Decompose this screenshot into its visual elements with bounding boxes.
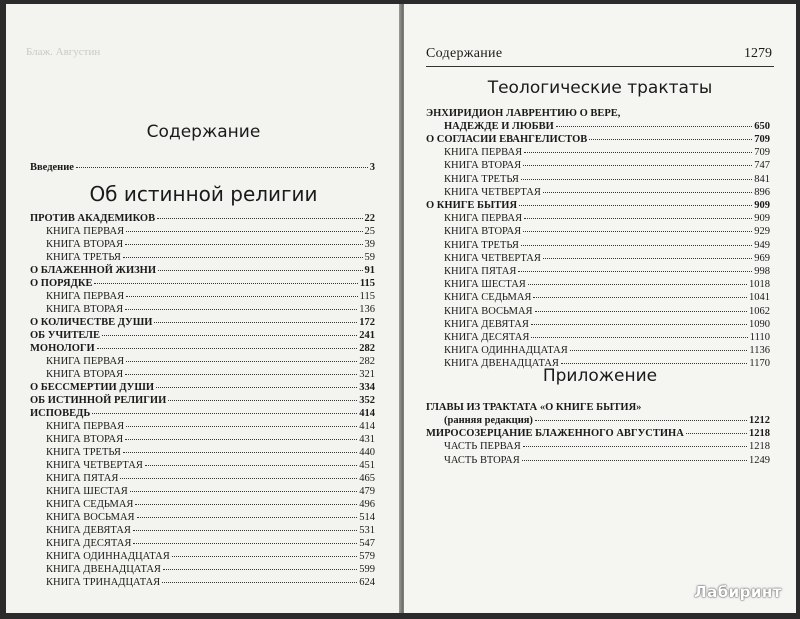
page-number: 1279 [744,46,772,61]
enchiridion-title-line1: ЭНХИРИДИОН ЛАВРЕНТИЮ О ВЕРЕ, [426,108,621,119]
toc-entry-page: 136 [359,304,375,315]
toc-entry-page: 465 [359,473,375,484]
toc-entry[interactable] [444,213,770,225]
dot-leader [120,478,357,479]
toc-entry-title: КНИГА ЧЕТВЕРТАЯ [444,252,541,264]
toc-entry[interactable] [30,382,375,394]
toc-entry-page: 1090 [749,318,770,330]
toc-entry-appendix[interactable] [426,428,770,440]
dot-leader [154,322,357,323]
toc-entry[interactable] [444,266,770,278]
toc-entry-title: КНИГА ТРЕТЬЯ [444,173,519,185]
toc-entry[interactable] [30,408,375,420]
toc-entry-page: 321 [359,369,375,380]
toc-entry-title: НАДЕЖДЕ И ЛЮБВИ [444,121,554,132]
toc-entry[interactable] [46,369,375,381]
toc-entry-appendix[interactable] [444,441,770,453]
toc-entry-page: 1170 [749,358,770,370]
toc-entry[interactable] [30,330,375,342]
appendix-title-line1: ГЛАВЫ ИЗ ТРАКТАТА «О КНИГЕ БЫТИЯ» [426,402,642,413]
toc-entry-title: КНИГА ПЕРВАЯ [444,147,523,159]
toc-entry[interactable] [46,538,375,550]
toc-entry-title: КНИГА ТРИНАДЦАТАЯ [46,577,161,588]
toc-entry[interactable] [46,460,375,472]
toc-entry[interactable] [46,291,375,303]
toc-entry[interactable] [444,345,770,357]
dot-leader [92,413,357,414]
dot-leader [125,309,357,310]
toc-entry-title: МИРОСОЗЕРЦАНИЕ БЛАЖЕННОГО АВГУСТИНА [426,428,684,440]
toc-entry[interactable] [46,551,375,563]
toc-entry[interactable] [46,356,375,368]
dot-leader [125,374,357,375]
toc-entry[interactable] [46,226,375,238]
toc-entry-page: 282 [359,343,375,354]
toc-entry-title: КНИГА ВТОРАЯ [46,304,124,315]
toc-entry-title: ПРОТИВ АКАДЕМИКОВ [30,213,156,224]
toc-entry-title: МОНОЛОГИ [30,343,95,354]
toc-entry-title: КНИГА ШЕСТАЯ [444,279,526,291]
toc-entry-page: 115 [359,291,375,302]
dot-leader [123,452,357,453]
dot-leader [543,192,752,193]
dot-leader [535,420,747,421]
toc-entry-page: 599 [359,564,375,575]
toc-entry-title: КНИГА ВТОРАЯ [46,239,124,250]
dot-leader [686,433,747,434]
toc-entry-title: КНИГА ЧЕТВЕРТАЯ [444,186,541,198]
toc-entry[interactable] [30,395,375,407]
toc-entry-page: 531 [359,525,375,536]
toc-entry-page: 25 [364,226,375,237]
dot-leader [521,179,752,180]
toc-entry[interactable] [46,564,375,576]
dot-leader [125,244,362,245]
dot-leader [531,324,747,325]
dot-leader [521,245,752,246]
header-rule [426,66,774,67]
toc-entry-page: 414 [359,421,375,432]
toc-entry-title: КНИГА ДЕСЯТАЯ [46,538,132,549]
toc-entry-title: КНИГА ВОСЬМАЯ [46,512,135,523]
toc-entry-page: 909 [754,200,770,211]
toc-entry[interactable] [426,200,770,212]
toc-entry[interactable] [30,265,375,277]
dot-leader [125,439,357,440]
toc-entry-page: 1249 [749,454,770,466]
toc-entry[interactable] [46,473,375,485]
toc-entry-title: КНИГА ВТОРАЯ [46,434,124,445]
toc-entry-title: ЧАСТЬ ВТОРАЯ [444,454,520,466]
toc-entry-title: КНИГА ТРЕТЬЯ [46,447,121,458]
toc-entry-title: КНИГА ДЕВЯТАЯ [46,525,131,536]
toc-entry-title: Введение [30,162,74,173]
toc-entry[interactable] [46,304,375,316]
toc-entry-title: (ранняя редакция) [444,415,533,426]
toc-entry-title: О ПОРЯДКЕ [30,278,93,289]
dot-leader [543,258,752,259]
dot-leader [524,152,752,153]
dot-leader [524,218,752,219]
toc-entry-page: 451 [359,460,375,471]
toc-entry[interactable] [444,187,770,199]
toc-entry[interactable] [444,147,770,159]
toc-entry-title: КНИГА ШЕСТАЯ [46,486,128,497]
toc-entry-page: 22 [364,213,375,224]
toc-entry-page: 282 [359,356,375,367]
toc-entry-title: КНИГА СЕДЬМАЯ [444,292,532,304]
section-title-theological: Теологические трактаты [487,78,713,98]
toc-entry[interactable] [444,253,770,265]
toc-entry-title: КНИГА ВОСЬМАЯ [444,305,533,317]
labirint-watermark: Лабиринт [694,583,782,601]
toc-entry-page: 1018 [749,279,770,291]
toc-entry[interactable] [46,577,375,589]
dot-leader [523,165,752,166]
toc-entry-title: КНИГА ОДИННАДЦАТАЯ [444,345,568,357]
dot-leader [163,569,357,570]
toc-entry-title: КНИГА ВТОРАЯ [46,369,124,380]
dot-leader [133,543,357,544]
toc-entry-title: КНИГА ДВЕНАДЦАТАЯ [46,564,161,575]
toc-entry-title: КНИГА ПЕРВАЯ [46,291,125,302]
toc-entry-page: 969 [754,252,770,264]
bleed-through-text: Блаж. Августин [26,46,101,58]
dot-leader [522,460,747,461]
dot-leader [172,556,358,557]
toc-entry[interactable] [444,240,770,252]
dot-leader [126,361,357,362]
dot-leader [97,348,358,349]
dot-leader [126,231,362,232]
toc-entry[interactable] [444,332,770,344]
toc-entry[interactable] [444,174,770,186]
contents-heading: Содержание [146,122,261,142]
dot-leader [156,387,357,388]
toc-entry-title: КНИГА ТРЕТЬЯ [46,252,121,263]
toc-entry-page: 579 [359,551,375,562]
dot-leader [158,270,363,271]
dot-leader [157,218,362,219]
toc-entry-page: 929 [754,226,770,238]
toc-entry[interactable] [444,279,770,291]
toc-entry-page: 998 [754,266,770,277]
section-title-true-religion: Об истинной религии [89,182,318,206]
toc-entry-page: 479 [359,486,375,497]
toc-entry-page: 334 [359,382,375,393]
toc-entry-page: 1218 [749,428,770,440]
toc-entry-title: КНИГА ВТОРАЯ [444,160,522,172]
dot-leader [76,167,368,168]
toc-entry-page: 3 [369,162,375,173]
toc-entry[interactable] [46,252,375,264]
toc-entry-page: 1218 [749,441,770,453]
toc-entry[interactable] [426,134,770,146]
toc-entry-page: 115 [359,278,375,289]
running-head: Содержание [426,46,503,61]
toc-entry-page: 747 [754,160,770,172]
toc-entry-title: КНИГА ПЯТАЯ [46,473,119,484]
toc-entry-page: 431 [359,434,375,445]
dot-leader [556,126,752,127]
toc-entry-title: КНИГА ПЕРВАЯ [444,213,523,225]
right-page [404,4,796,613]
toc-entry-title: КНИГА ПЕРВАЯ [46,356,125,367]
dot-leader [137,517,358,518]
toc-entry-introduction[interactable] [30,162,375,174]
toc-entry[interactable] [444,226,770,238]
toc-entry-page: 241 [359,330,375,341]
toc-entry[interactable] [444,358,770,370]
toc-entry-page: 440 [359,447,375,458]
dot-leader [518,271,752,272]
dot-leader [126,426,357,427]
toc-entry[interactable] [30,213,375,225]
dot-leader [531,337,747,338]
toc-entry-title: О СОГЛАСИИ ЕВАНГЕЛИСТОВ [426,134,588,145]
toc-entry[interactable] [30,317,375,329]
toc-entry-title: ИСПОВЕДЬ [30,408,91,419]
dot-leader [102,335,357,336]
dot-leader [133,530,357,531]
toc-entry-page: 650 [754,121,770,132]
toc-entry-title: О КОЛИЧЕСТВЕ ДУШИ [30,317,153,328]
dot-leader [135,504,357,505]
toc-entry-page: 547 [359,538,375,549]
dot-leader [570,350,748,351]
toc-entry[interactable] [444,160,770,172]
toc-entry-page: 1136 [749,345,770,357]
toc-entry-title: КНИГА ПЕРВАЯ [46,421,125,432]
toc-entry-enchiridion[interactable] [444,121,770,133]
toc-entry-title: КНИГА ДЕВЯТАЯ [444,318,529,330]
toc-entry[interactable] [46,239,375,251]
toc-entry-title: КНИГА ЧЕТВЕРТАЯ [46,460,143,471]
toc-entry[interactable] [46,447,375,459]
toc-entry-title: КНИГА ДВЕНАДЦАТАЯ [444,358,559,370]
toc-entry[interactable] [46,512,375,524]
dot-leader [130,491,357,492]
toc-entry-page: 624 [359,577,375,588]
toc-entry[interactable] [46,525,375,537]
toc-entry-page: 1062 [749,305,770,317]
toc-entry-title: КНИГА ДЕСЯТАЯ [444,332,530,343]
toc-entry-title: О БЛАЖЕННОЙ ЖИЗНИ [30,265,156,276]
toc-entry-appendix[interactable] [444,415,770,427]
toc-entry[interactable] [444,306,770,318]
dot-leader [535,311,747,312]
toc-entry[interactable] [46,434,375,446]
dot-leader [523,446,747,447]
left-page [6,4,401,613]
toc-entry-title: КНИГА ВТОРАЯ [444,226,522,238]
dot-leader [528,284,747,285]
toc-entry-page: 949 [754,239,770,251]
toc-entry-page: 1041 [749,292,770,304]
toc-entry[interactable] [444,319,770,331]
toc-entry-title: КНИГА ПЯТАЯ [444,266,517,277]
toc-entry-title: О БЕССМЕРТИИ ДУШИ [30,382,155,393]
toc-entry[interactable] [30,278,375,290]
toc-entry-page: 514 [359,512,375,523]
dot-leader [519,205,752,206]
toc-entry-page: 709 [754,147,770,159]
toc-entry-page: 896 [754,186,770,198]
toc-entry-page: 59 [364,252,375,263]
toc-entry-page: 91 [364,265,375,276]
toc-entry[interactable] [46,486,375,498]
toc-entry-page: 414 [359,408,375,419]
toc-entry-title: О КНИГЕ БЫТИЯ [426,200,518,211]
toc-entry-page: 841 [754,173,770,185]
toc-entry-page: 496 [359,499,375,510]
toc-entry[interactable] [444,292,770,304]
toc-entry-page: 709 [754,134,770,145]
toc-entry[interactable] [46,499,375,511]
toc-entry[interactable] [30,343,375,355]
toc-entry-page: 909 [754,213,770,225]
dot-leader [561,363,747,364]
dot-leader [126,296,358,297]
toc-entry-title: КНИГА СЕДЬМАЯ [46,499,134,510]
toc-entry-page: 1212 [749,415,770,426]
dot-leader [123,257,363,258]
toc-entry-page: 172 [359,317,375,328]
dot-leader [168,400,357,401]
dot-leader [145,465,357,466]
toc-entry-title: КНИГА ОДИННАДЦАТАЯ [46,551,170,562]
dot-leader [589,139,752,140]
dot-leader [162,582,357,583]
dot-leader [533,297,747,298]
toc-entry-page: 1110 [749,332,770,343]
dot-leader [94,283,357,284]
toc-entry-title: КНИГА ТРЕТЬЯ [444,239,519,251]
toc-entry-title: ЧАСТЬ ПЕРВАЯ [444,441,521,453]
toc-entry-page: 352 [359,395,375,406]
toc-entry-page: 39 [364,239,375,250]
toc-entry[interactable] [46,421,375,433]
toc-entry-title: ОБ ИСТИННОЙ РЕЛИГИИ [30,395,167,406]
toc-entry-title: КНИГА ПЕРВАЯ [46,226,125,237]
dot-leader [523,231,752,232]
toc-entry-title: ОБ УЧИТЕЛЕ [30,330,101,341]
toc-entry-appendix[interactable] [444,455,770,467]
appendix-title: Приложение [542,366,658,386]
